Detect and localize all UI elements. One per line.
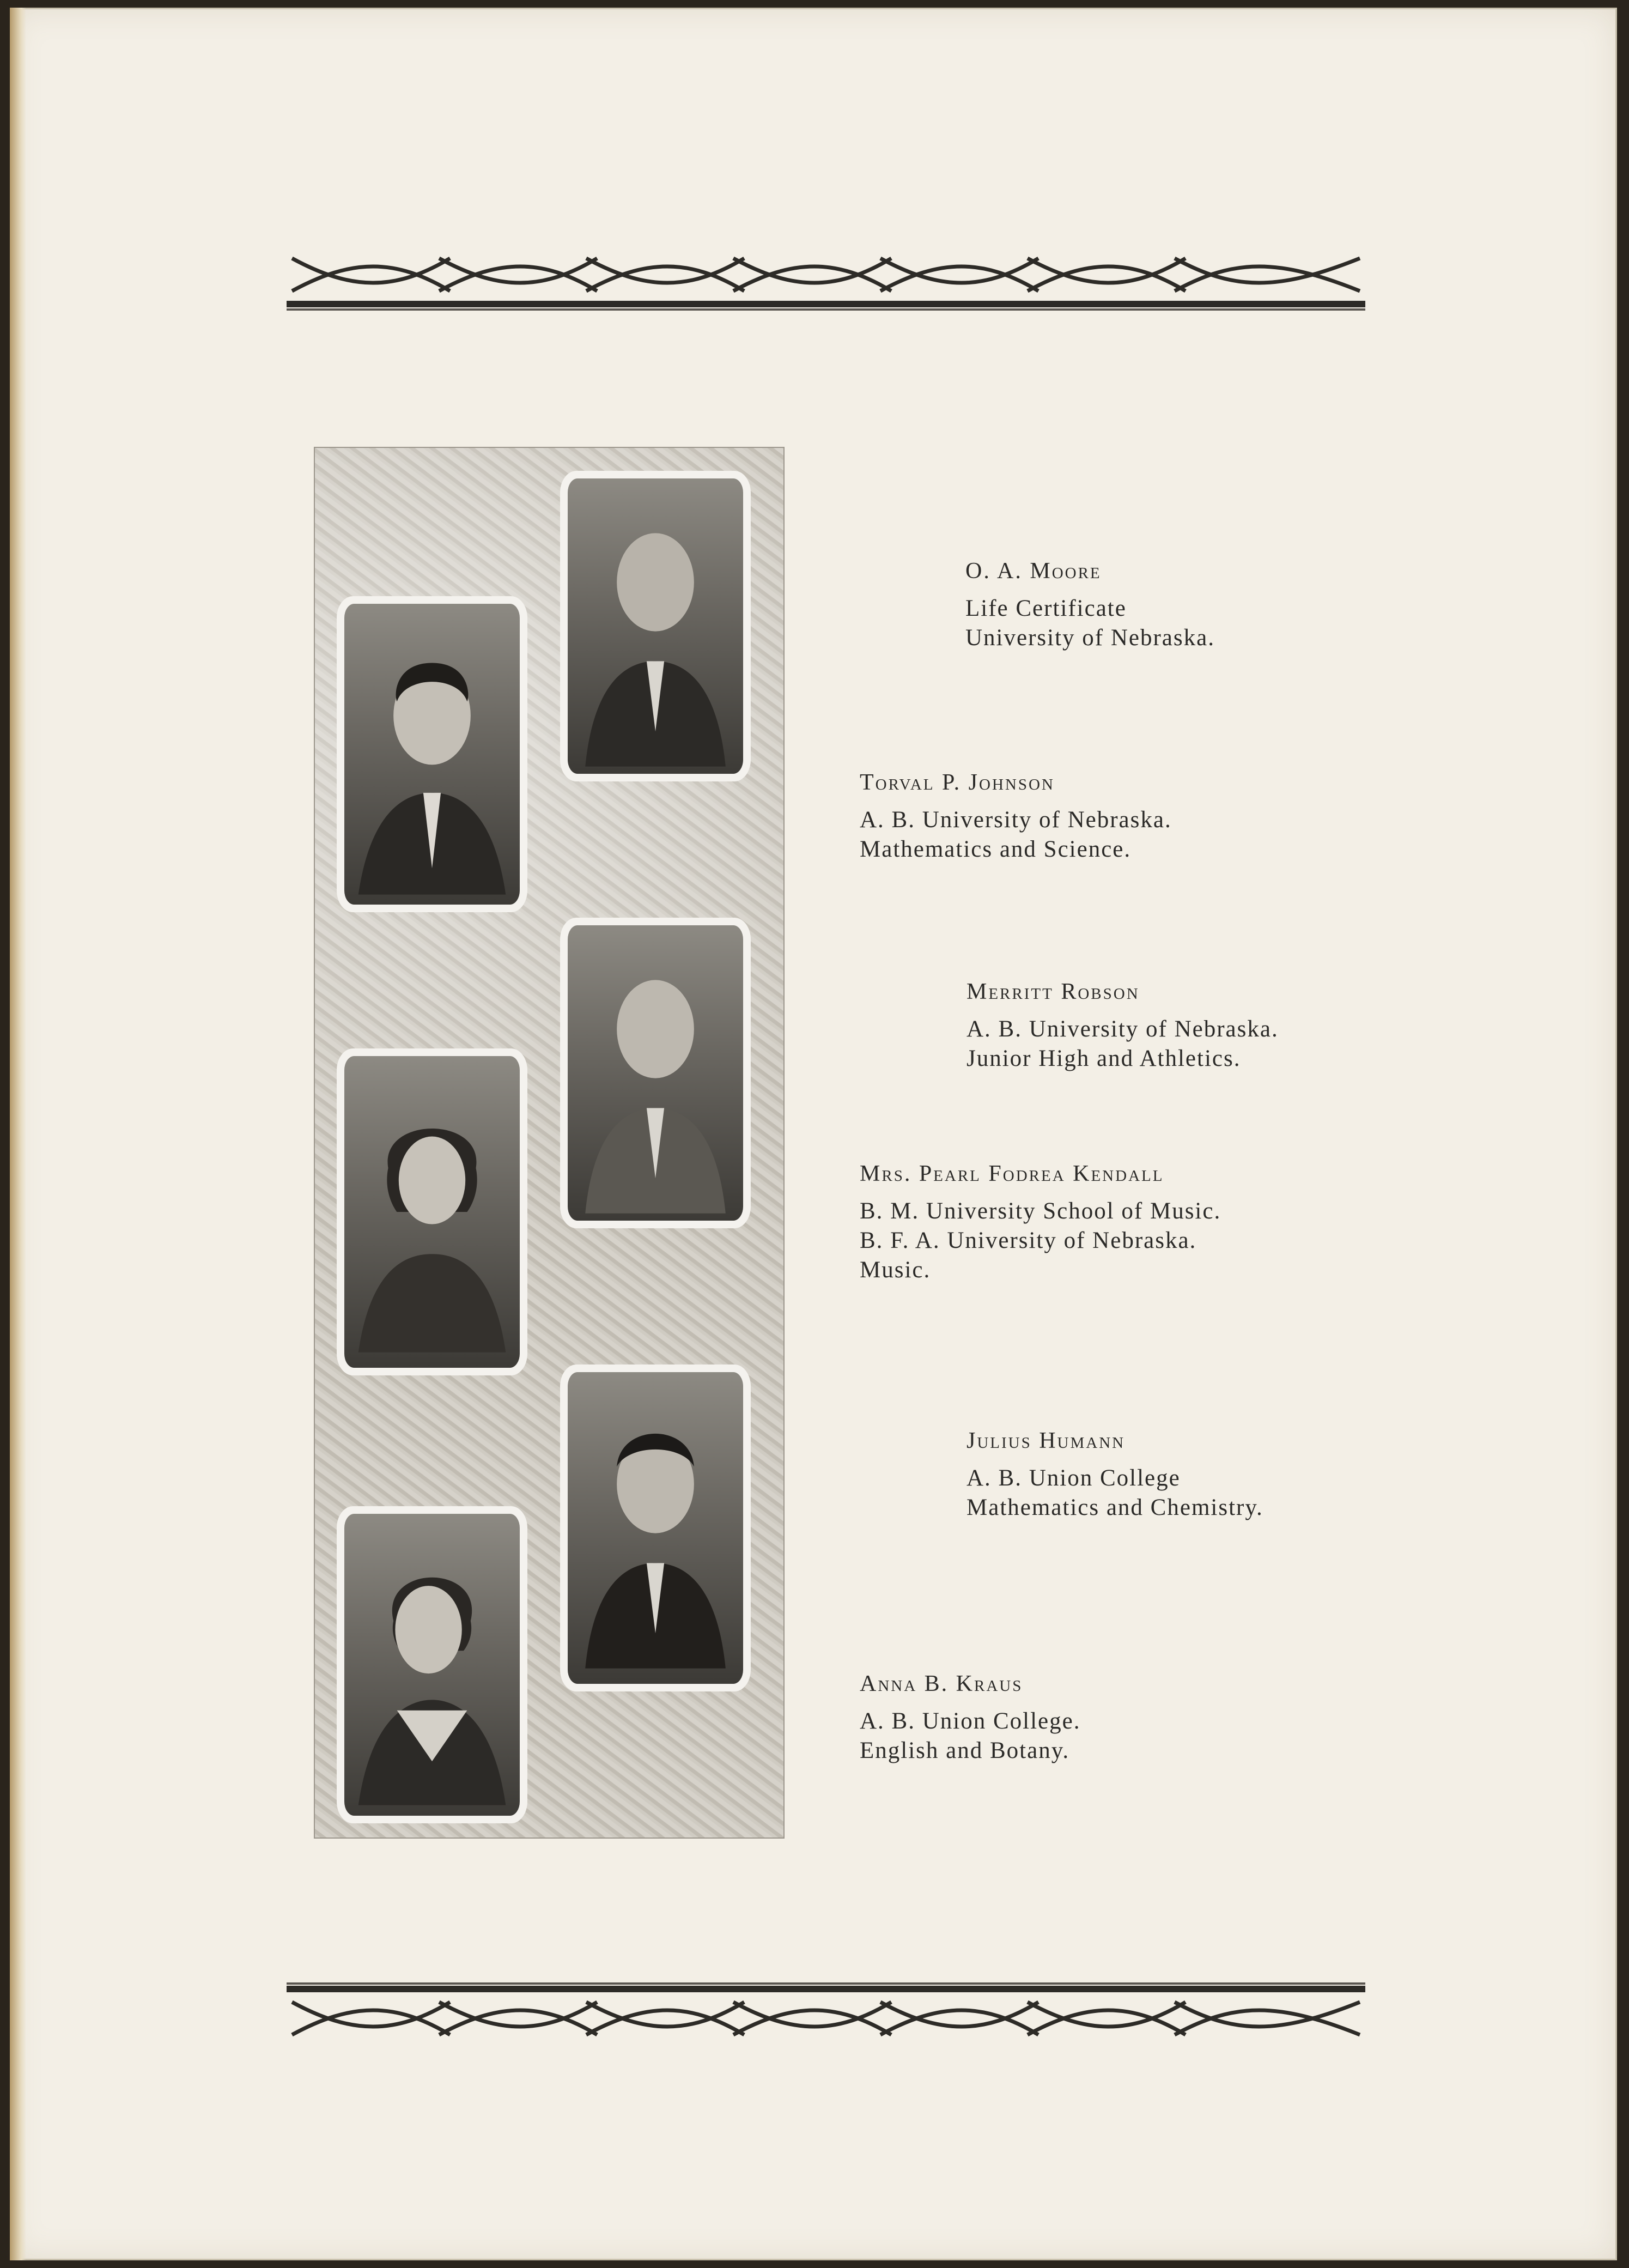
faculty-entry-kendall	[860, 1161, 1221, 1285]
faculty-credential: B. F. A. University of Nebraska.	[860, 1228, 1197, 1253]
faculty-credential: A. B. Union College	[967, 1465, 1181, 1491]
portrait-photo-johnson	[337, 596, 527, 912]
top-ornamental-border-icon	[287, 236, 1365, 313]
faculty-name: Julius Humann	[967, 1428, 1126, 1453]
portrait-photo-kraus	[337, 1506, 527, 1823]
faculty-credential: University of Nebraska.	[965, 625, 1215, 651]
portrait-photo-moore	[560, 471, 751, 781]
portrait-photo-kendall	[337, 1048, 527, 1375]
faculty-name: Merritt Robson	[967, 979, 1140, 1004]
faculty-name: Mrs. Pearl Fodrea Kendall	[860, 1161, 1164, 1186]
faculty-name: Anna B. Kraus	[860, 1671, 1023, 1696]
faculty-credential: Mathematics and Science.	[860, 836, 1132, 862]
portrait-photo-humann	[560, 1365, 751, 1691]
faculty-name: Torval P. Johnson	[860, 770, 1055, 795]
faculty-credential: A. B. Union College.	[860, 1708, 1081, 1734]
faculty-credential: A. B. University of Nebraska.	[860, 807, 1172, 833]
faculty-entry-robson	[967, 979, 1279, 1074]
faculty-credential: Life Certificate	[965, 596, 1127, 621]
faculty-entry-kraus	[860, 1671, 1080, 1766]
faculty-entry-humann	[967, 1428, 1263, 1523]
faculty-name: O. A. Moore	[965, 559, 1102, 584]
faculty-entry-johnson	[860, 769, 1172, 864]
faculty-credential: B. M. University School of Music.	[860, 1198, 1221, 1224]
faculty-credential: English and Botany.	[860, 1738, 1070, 1763]
faculty-entry-moore	[965, 558, 1215, 653]
bottom-ornamental-border-icon	[287, 1980, 1365, 2057]
portrait-photo-robson	[560, 918, 751, 1228]
page-binding-edge	[10, 8, 26, 2260]
portrait-panel	[314, 447, 785, 1839]
faculty-credential: A. B. University of Nebraska.	[967, 1016, 1279, 1042]
faculty-credential: Mathematics and Chemistry.	[967, 1495, 1263, 1520]
faculty-credential: Music.	[860, 1257, 931, 1283]
yearbook-page	[10, 8, 1617, 2260]
faculty-credential: Junior High and Athletics.	[967, 1046, 1241, 1071]
